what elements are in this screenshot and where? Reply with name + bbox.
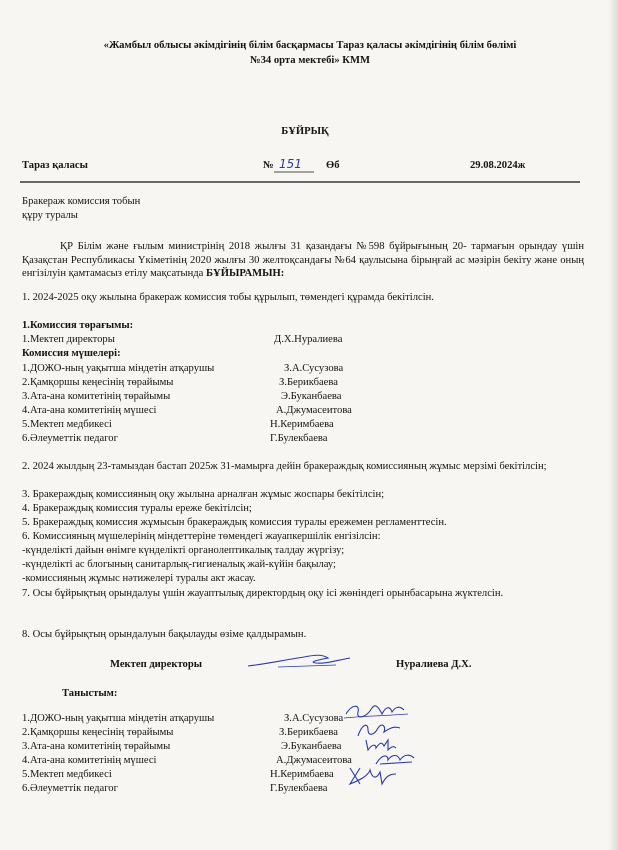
acquainted-role: 2.Қамқоршы кеңесінің төрайымы	[22, 727, 174, 738]
document-title: БҰЙРЫҚ	[281, 126, 329, 137]
member-role: 4.Ата-ана комитетінің мүшесі	[22, 405, 157, 416]
member-name: Г.Булекбаева	[270, 433, 328, 444]
member-name: З.А.Сусузова	[284, 363, 344, 374]
acquainted-role: 3.Ата-ана комитетінің төрайымы	[22, 741, 171, 752]
preamble-text: ҚР Білім және ғылым министрінің 2018 жылғы 31 қазандағы №598 бұйрығының 20- тармағын орындау үшін Қазақстан Республикасы Үкіметінің 2020 жылғы 30 желтоқсандағы №64 қаулысына бірыңғай ас мәзірін бекіту және оның енгізілуін қамтамасыз етілу мақсатында	[22, 241, 584, 280]
order-date: 29.08.2024ж	[470, 160, 526, 171]
acquainted-name: Н.Керимбаева	[270, 769, 334, 780]
order-number-prefix: №	[263, 160, 274, 171]
acquainted-role: 1.ДОЖО-ның уақытша міндетін атқарушы	[22, 713, 215, 724]
member-role: 6.Әлеуметтік педагог	[22, 433, 118, 444]
header-line-2: №34 орта мектебі» КММ	[249, 55, 370, 66]
item-1: 1. 2024-2025 оқу жылына бракераж комиссия тобы құрылып, төмендегі құрамда бекітілсін.	[22, 292, 434, 303]
signature-name: Нуралиева Д.Х.	[396, 659, 472, 670]
item-8: 8. Осы бұйрықтың орындалуын бақылауды өзіме қалдырамын.	[22, 629, 307, 640]
signature-position: Мектеп директоры	[110, 659, 203, 670]
member-name: З.Берикбаева	[279, 377, 338, 388]
acquainted-name: З.Берикбаева	[279, 727, 338, 738]
subject-line-1: Бракераж комиссия тобын	[22, 196, 141, 207]
members-heading: Комиссия мүшелері:	[22, 348, 121, 359]
acquainted-name: З.А.Сусузова	[284, 713, 344, 724]
item-3: 3. Бракераждық комиссияның оқу жылына арналған жұмыс жоспары бекітілсін;	[22, 489, 385, 500]
item-4: 4. Бракераждық комиссия туралы ереже бекітілсін;	[22, 503, 252, 514]
order-number-suffix: Өб	[326, 160, 340, 171]
acquainted-name: Э.Буканбаева	[281, 741, 342, 752]
header-divider	[20, 181, 580, 185]
preamble-paragraph	[22, 240, 584, 281]
order-number: 151	[279, 157, 302, 171]
acquainted-name: Г.Булекбаева	[270, 783, 328, 794]
director-signature	[244, 648, 354, 674]
item-6-duty-a: -күнделікті дайын өнімге күнделікті органолептикалық талдау жүргізу;	[22, 545, 345, 556]
member-role: 5.Мектеп медбикесі	[22, 419, 112, 430]
acquainted-role: 4.Ата-ана комитетінің мүшесі	[22, 755, 157, 766]
item-6-duty-c: -комиссияның жұмыс нәтижелері туралы акт жасау.	[22, 573, 256, 584]
member-role: 2.Қамқоршы кеңесінің төрайымы	[22, 377, 174, 388]
member-name: А.Джумасеитова	[276, 405, 352, 416]
acquainted-role: 5.Мектеп медбикесі	[22, 769, 112, 780]
subject-line-2: құру туралы	[22, 210, 78, 221]
chair-heading: 1.Комиссия төрағымы:	[22, 320, 134, 331]
order-word: БҰЙЫРАМЫН:	[206, 268, 285, 280]
acquainted-name: А.Джумасеитова	[276, 755, 352, 766]
page-edge-shadow	[608, 0, 618, 850]
city-name: Тараз қаласы	[22, 160, 88, 171]
acquainted-role: 6.Әлеуметтік педагог	[22, 783, 118, 794]
order-number-underline	[274, 171, 314, 175]
item-5: 5. Бракераждық комиссия жұмысын бракераждық комиссия туралы ережемен регламенттесін.	[22, 517, 447, 528]
acquainted-heading: Таныстым:	[62, 688, 118, 699]
member-role: 3.Ата-ана комитетінің төрайымы	[22, 391, 171, 402]
member-name: Э.Буканбаева	[281, 391, 342, 402]
item-7: 7. Осы бұйрықтың орындалуы үшін жауаптылық директордың оқу ісі жөніндегі орынбасарына жүктелсін.	[22, 588, 504, 599]
chair-role: 1.Мектеп директоры	[22, 334, 115, 345]
chair-name: Д.Х.Нуралиева	[274, 334, 343, 345]
item-6: 6. Комиссияның мүшелерінің міндеттеріне төмендегі жауапкершілік енгізілсін:	[22, 531, 381, 542]
member-role: 1.ДОЖО-ның уақытша міндетін атқарушы	[22, 363, 215, 374]
member-name: Н.Керимбаева	[270, 419, 334, 430]
item-2: 2. 2024 жылдың 23-тамыздан бастап 2025ж 31-мамырға дейін бракераждық комиссияның жұмыс мерзімі бекітілсін;	[22, 461, 547, 472]
signature-kerimbaeva	[346, 762, 402, 792]
item-6-duty-b: -күнделікті ас блогының санитарлық-гигиеналық жай-күйін бақылау;	[22, 559, 336, 570]
header-line-1: «Жамбыл облысы әкімдігінің білім басқармасы Тараз қаласы әкімдігінің білім бөлімі	[103, 40, 517, 51]
